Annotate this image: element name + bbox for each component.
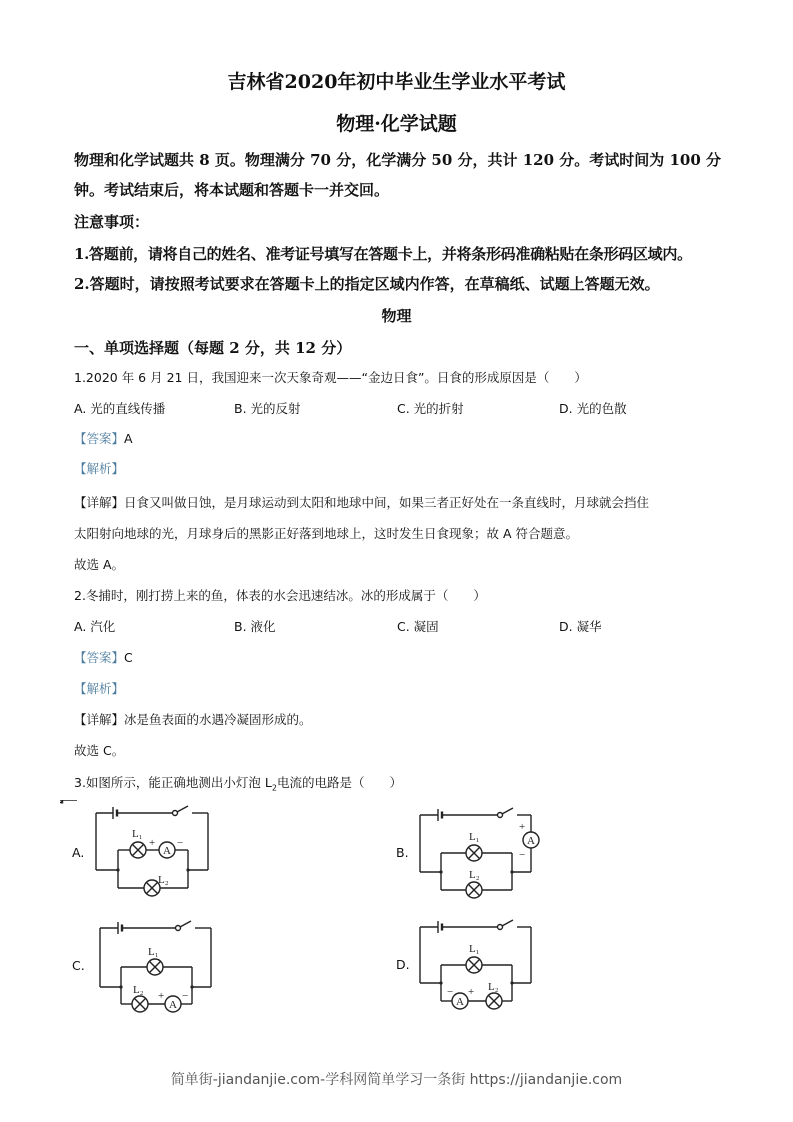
notes-heading: 注意事项： bbox=[74, 213, 150, 231]
minus-sign: − bbox=[519, 849, 526, 861]
answer-line bbox=[74, 648, 133, 668]
option-b: B. 液化 bbox=[234, 619, 276, 634]
lamp-label: L₁ bbox=[469, 831, 480, 843]
lamp-label: L₂ bbox=[133, 984, 144, 996]
question-stem bbox=[74, 773, 402, 799]
analysis-tag: 【解析】 bbox=[74, 461, 125, 476]
battery-icon bbox=[438, 809, 442, 821]
lamp-icon bbox=[132, 996, 148, 1012]
question-stem: 1.2020 年 6 月 21 日，我国迎来一次天象奇观——“金边日食”。日食的形成原因是（ ） bbox=[74, 370, 587, 385]
ammeter-label: A bbox=[527, 835, 535, 847]
option-a-label: A. bbox=[72, 845, 85, 860]
option-d: D. 光的色散 bbox=[559, 401, 627, 416]
battery-icon bbox=[113, 807, 117, 819]
answer-value: C bbox=[124, 650, 133, 665]
plus-sign: + bbox=[519, 821, 526, 833]
detail-text: 冰是鱼表面的水遇冷凝固形成的。 bbox=[124, 712, 312, 727]
lamp-label: L₁ bbox=[148, 946, 159, 958]
junction-dot bbox=[510, 870, 513, 873]
stem-text: 3.如图所示，能正确地测出小灯泡 L bbox=[74, 775, 272, 790]
option-c: C. 光的折射 bbox=[397, 401, 464, 416]
subject-heading: 物理 bbox=[381, 307, 412, 325]
junction-dot bbox=[116, 868, 119, 871]
ammeter-label: A bbox=[169, 999, 177, 1011]
answer-tag: 【答案】 bbox=[74, 431, 125, 446]
analysis-tag: 【解析】 bbox=[74, 681, 125, 696]
minus-sign: − bbox=[177, 837, 184, 849]
option-b-label: B. bbox=[396, 845, 409, 860]
note-item: 2.答题时，请按照考试要求在答题卡上的指定区域内作答，在草稿纸、试题上答题无效。 bbox=[74, 275, 660, 293]
option-c: C. 凝固 bbox=[397, 619, 439, 634]
answer-tag: 【答案】 bbox=[74, 650, 125, 665]
wire bbox=[502, 920, 513, 926]
junction-dot bbox=[186, 868, 189, 871]
detail-line bbox=[74, 493, 649, 513]
switch-icon bbox=[498, 813, 503, 818]
exam-title: 吉林省2020年初中毕业生学业水平考试 bbox=[227, 71, 566, 93]
plus-sign: + bbox=[158, 990, 165, 1002]
conclusion: 故选 A。 bbox=[74, 557, 125, 572]
circuit-diagrams bbox=[60, 800, 560, 1050]
switch-icon bbox=[498, 925, 503, 930]
junction-dot bbox=[439, 981, 442, 984]
switch-icon bbox=[173, 811, 178, 816]
junction-dot bbox=[119, 985, 122, 988]
intro-line: 钟。考试结束后，将本试题和答题卡一并交回。 bbox=[74, 181, 390, 199]
ammeter-label: A bbox=[163, 845, 171, 857]
option-c-label: C. bbox=[72, 958, 85, 973]
lamp-label: L₂ bbox=[158, 874, 169, 886]
lamp-label: L₂ bbox=[488, 981, 499, 993]
minus-sign: − bbox=[182, 990, 189, 1002]
plus-sign: + bbox=[468, 986, 475, 998]
circuit-c bbox=[100, 921, 211, 1012]
lamp-label: L₁ bbox=[132, 828, 143, 840]
junction-dot bbox=[190, 985, 193, 988]
option-b: B. 光的反射 bbox=[234, 401, 301, 416]
junction-dot bbox=[510, 981, 513, 984]
circuit-d bbox=[420, 920, 531, 1009]
wire bbox=[180, 921, 191, 927]
note-item: 1.答题前，请将自己的姓名、准考证号填写在答题卡上，并将条形码准确粘贴在条形码区域内。 bbox=[74, 245, 692, 263]
minus-sign: − bbox=[447, 986, 454, 998]
lamp-label: L₂ bbox=[469, 869, 480, 881]
ammeter-label: A bbox=[456, 996, 464, 1008]
footer-watermark: 简单街-jiandanjie.com-学科网简单学习一条街 https://jiandanjie.com bbox=[170, 1072, 623, 1088]
lamp-icon bbox=[486, 993, 502, 1009]
section-heading: 一、单项选择题（每题 2 分，共 12 分） bbox=[74, 339, 352, 357]
detail-line bbox=[74, 710, 312, 730]
battery-icon bbox=[438, 921, 442, 933]
answer-line bbox=[74, 429, 133, 449]
lamp-icon bbox=[466, 882, 482, 898]
wire bbox=[177, 806, 188, 812]
lamp-icon bbox=[147, 959, 163, 975]
stem-text: 电流的电路是（ ） bbox=[276, 775, 402, 790]
battery-icon bbox=[118, 922, 122, 934]
detail-text: 日食又叫做日蚀，是月球运动到太阳和地球中间，如果三者正好处在一条直线时，月球就会挡住 bbox=[124, 495, 650, 510]
question-stem: 2.冬捕时，刚打捞上来的鱼，体表的水会迅速结冰。冰的形成属于（ ） bbox=[74, 588, 486, 603]
circuit-b bbox=[420, 808, 539, 898]
detail-tag: 【详解】 bbox=[74, 495, 125, 510]
lamp-icon bbox=[130, 842, 146, 858]
lamp-icon bbox=[466, 957, 482, 973]
subscript: 2 bbox=[271, 783, 277, 793]
option-a: A. 光的直线传播 bbox=[74, 401, 166, 416]
switch-icon bbox=[176, 926, 181, 931]
intro-line: 物理和化学试题共 8 页。物理满分 70 分，化学满分 50 分，共计 120 分。考试时间为 100 分 bbox=[74, 151, 722, 169]
option-d-label: D. bbox=[396, 957, 410, 972]
lamp-icon bbox=[466, 845, 482, 861]
option-d: D. 凝华 bbox=[559, 619, 602, 634]
circuit-a bbox=[60, 800, 208, 896]
lamp-label: L₁ bbox=[469, 943, 480, 955]
wire bbox=[502, 808, 513, 814]
detail-tag: 【详解】 bbox=[74, 712, 125, 727]
conclusion: 故选 C。 bbox=[74, 743, 125, 758]
exam-subtitle: 物理·化学试题 bbox=[336, 113, 457, 135]
detail-text: 太阳射向地球的光，月球身后的黑影正好落到地球上，这时发生日食现象；故 A 符合题意。 bbox=[74, 526, 578, 541]
option-a: A. 汽化 bbox=[74, 619, 116, 634]
answer-value: A bbox=[124, 431, 133, 446]
junction-dot bbox=[439, 870, 442, 873]
plus-sign: + bbox=[149, 837, 156, 849]
